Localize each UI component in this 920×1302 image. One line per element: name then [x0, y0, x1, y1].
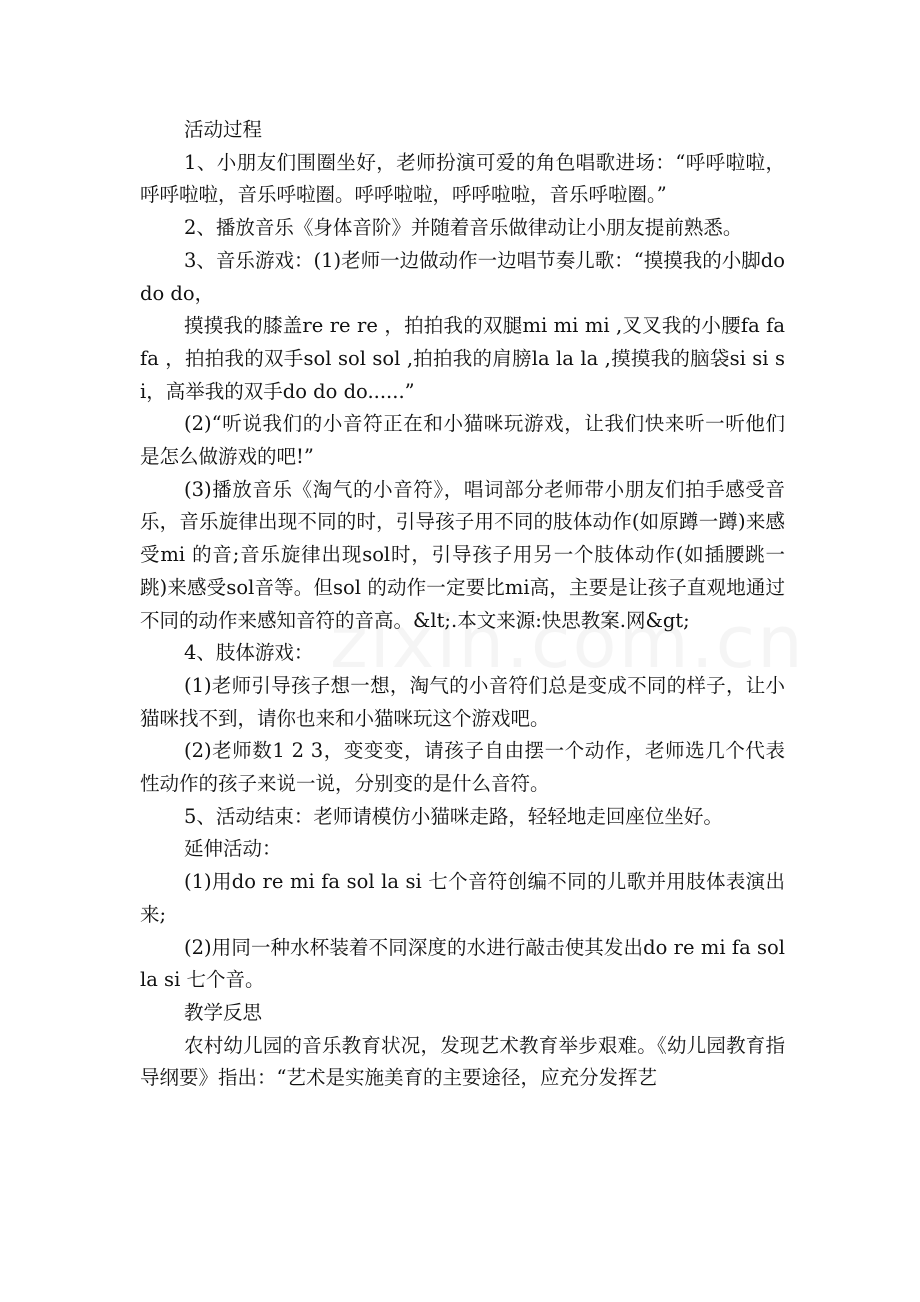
- section-heading-extension: 延伸活动：: [184, 837, 282, 861]
- paragraph-reflection: 农村幼儿园的音乐教育状况，发现艺术教育举步艰难。《幼儿园教育指导纲要》指出：“艺术是实施美育的主要途径，应充分发挥艺: [140, 1033, 785, 1090]
- paragraph-step-3-part-2: (2)“听说我们的小音符正在和小猫咪玩游戏，让我们快来听一听他们是怎么做游戏的吧!”: [140, 412, 785, 469]
- paragraph-step-3-lyrics: 摸摸我的膝盖re re re ，拍拍我的双腿mi mi mi ,叉叉我的小腰fa fa fa ，拍拍我的双手sol sol sol ,拍拍我的肩膀la la la ,摸摸我的脑袋si si si，高举我的双手do do do......”: [140, 314, 785, 403]
- paragraph-extension-1: (1)用do re mi fa sol la si 七个音符创编不同的儿歌并用肢体表演出来;: [140, 870, 785, 926]
- section-heading-reflection: 教学反思: [184, 1000, 263, 1024]
- paragraph-step-2: 2、播放音乐《身体音阶》并随着音乐做律动让小朋友提前熟悉。: [184, 216, 743, 240]
- paragraph-step-5: 5、活动结束：老师请模仿小猫咪走路，轻轻地走回座位坐好。: [184, 804, 723, 828]
- paragraph-extension-2: (2)用同一种水杯装着不同深度的水进行敲击使其发出do re mi fa sol la si 七个音。: [140, 935, 785, 992]
- section-heading-activity-process: 活动过程: [184, 118, 263, 141]
- paragraph-step-4-part-2: (2)老师数1 2 3，变变变，请孩子自由摆一个动作，老师选几个代表性动作的孩子来说一说，分别变的是什么音符。: [140, 739, 785, 796]
- paragraph-step-3-part-3: (3)播放音乐《淘气的小音符》，唱词部分老师带小朋友们拍手感受音乐，音乐旋律出现不同的时，引导孩子用不同的肢体动作(如原蹲一蹲)来感受mi 的音;音乐旋律出现sol时，引导孩子用另一个肢体动作(如插腰跳一跳)来感受sol音等。但sol 的动作一定要比mi高，主要是让孩子直观地通过不同的动作来感知音符的音高。&lt;.本文来源:快思教案.网&gt;: [140, 477, 785, 632]
- paragraph-step-4-part-1: (1)老师引导孩子想一想，淘气的小音符们总是变成不同的样子，让小猫咪找不到，请你也来和小猫咪玩这个游戏吧。: [140, 673, 785, 730]
- paragraph-step-3: 3、音乐游戏：(1)老师一边做动作一边唱节奏儿歌：“摸摸我的小脚do do do，: [140, 248, 785, 305]
- paragraph-step-4: 4、肢体游戏：: [184, 641, 314, 665]
- document-body: [140, 114, 785, 1095]
- paragraph-step-1: 1、小朋友们围圈坐好，老师扮演可爱的角色唱歌进场：“呼呼啦啦，呼呼啦啦，音乐呼啦圈。呼呼啦啦，呼呼啦啦，音乐呼啦圈。”: [140, 150, 785, 207]
